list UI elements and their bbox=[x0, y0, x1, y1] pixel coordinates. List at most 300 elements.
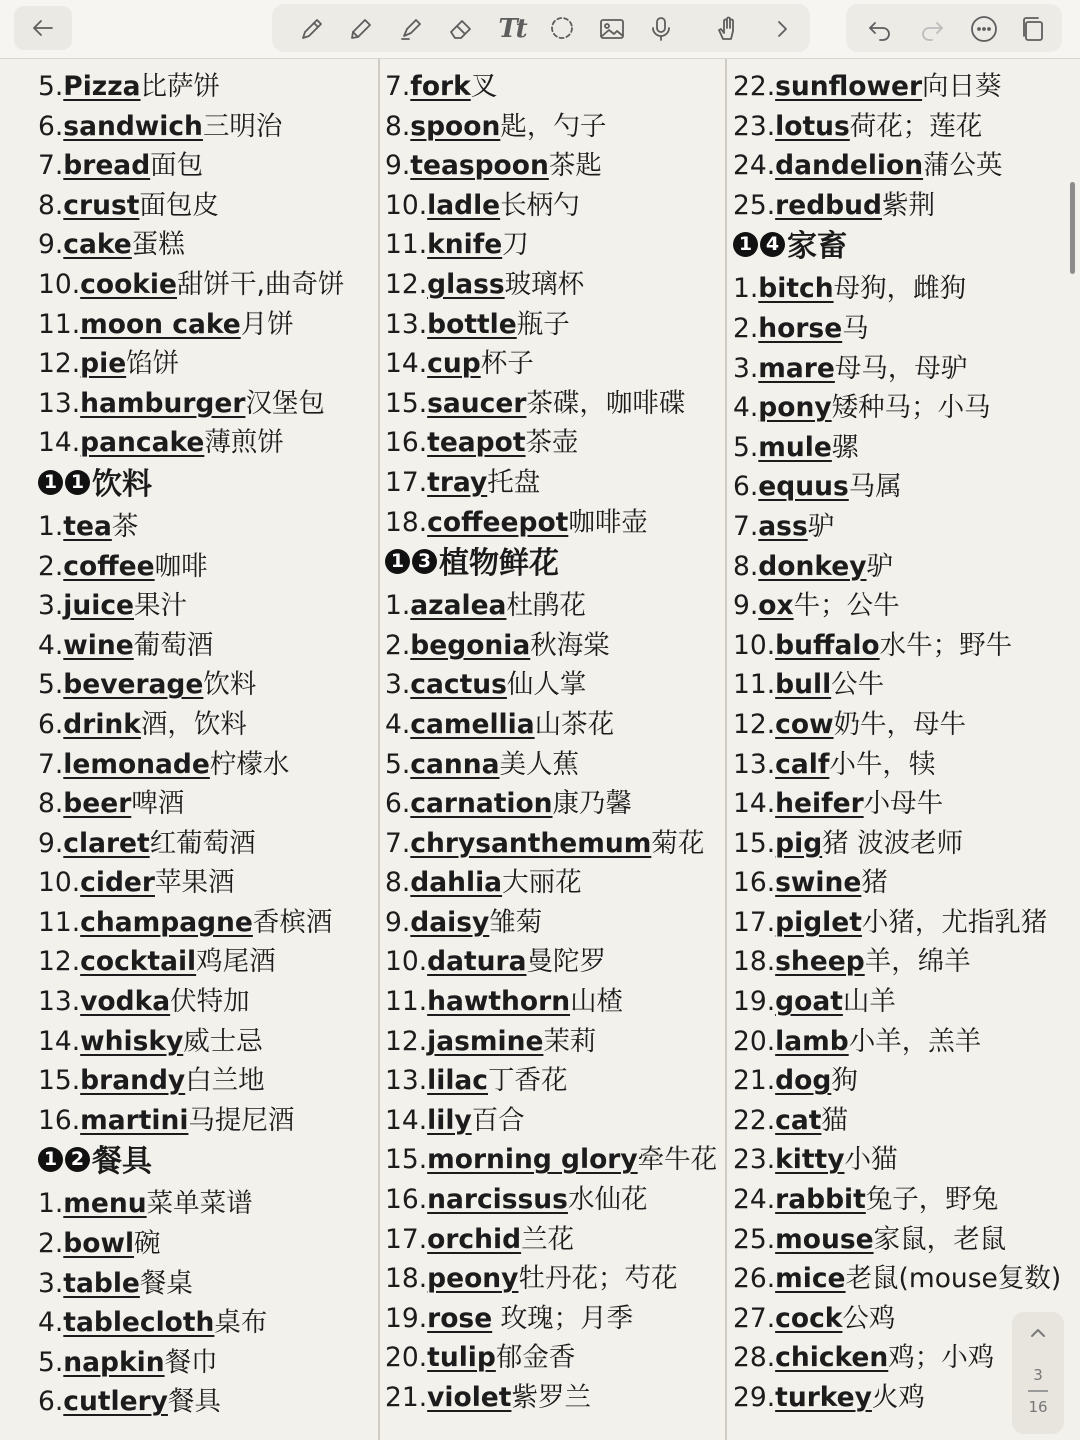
english-word: tulip bbox=[427, 1342, 496, 1374]
chinese-meaning: 饮料 bbox=[203, 669, 257, 701]
chinese-meaning: 碗 bbox=[134, 1228, 161, 1260]
vocab-item bbox=[385, 1101, 717, 1141]
english-word: cat bbox=[775, 1104, 822, 1136]
english-word: crust bbox=[63, 189, 140, 221]
microphone-button[interactable] bbox=[641, 9, 681, 49]
chinese-meaning: 猪 bbox=[861, 867, 888, 899]
item-number: 22. bbox=[733, 1104, 776, 1136]
pages-button[interactable] bbox=[1013, 9, 1053, 49]
item-number: 2. bbox=[38, 1228, 64, 1260]
lasso-tool-button[interactable] bbox=[542, 9, 582, 49]
redo-icon bbox=[917, 14, 947, 44]
english-word: hawthorn bbox=[427, 986, 571, 1018]
item-number: 1. bbox=[38, 510, 64, 542]
back-button[interactable] bbox=[14, 6, 72, 50]
vocab-item bbox=[385, 626, 717, 666]
vocab-item bbox=[733, 1140, 1061, 1180]
vocab-item bbox=[38, 265, 344, 305]
english-word: cookie bbox=[80, 268, 177, 300]
english-word: jasmine bbox=[427, 1025, 544, 1057]
chinese-meaning: 瓶子 bbox=[516, 308, 570, 340]
vocab-item bbox=[733, 745, 1061, 785]
current-page-number: 3 bbox=[1033, 1366, 1043, 1384]
english-word: cocktail bbox=[80, 946, 197, 978]
chinese-meaning: 秋海棠 bbox=[530, 629, 610, 661]
chinese-meaning: 兰花 bbox=[521, 1223, 575, 1255]
chinese-meaning: 小猫 bbox=[844, 1144, 898, 1176]
chinese-meaning: 驴 bbox=[807, 510, 835, 542]
item-number: 5. bbox=[38, 669, 64, 701]
chinese-meaning: 薄煎饼 bbox=[204, 427, 284, 459]
chinese-meaning: 叉 bbox=[470, 71, 498, 102]
english-word: mouse bbox=[775, 1223, 874, 1255]
vocab-item bbox=[38, 67, 344, 107]
chinese-meaning: 山茶花 bbox=[534, 708, 615, 740]
chinese-meaning: 矮种马；小马 bbox=[831, 392, 991, 424]
vocab-item bbox=[385, 745, 717, 785]
vocab-item bbox=[385, 1299, 717, 1339]
item-number: 14. bbox=[38, 1025, 81, 1057]
english-word: narcissus bbox=[427, 1184, 568, 1216]
item-number: 9. bbox=[38, 827, 64, 859]
section-number-badge: 1 bbox=[38, 470, 63, 495]
item-number: 18. bbox=[733, 946, 776, 978]
redo-button[interactable] bbox=[912, 9, 952, 49]
chinese-meaning: 向日葵 bbox=[922, 71, 1002, 102]
english-word: horse bbox=[758, 312, 843, 344]
item-number: 1. bbox=[38, 1188, 64, 1220]
chinese-meaning: 餐巾 bbox=[164, 1346, 218, 1378]
chinese-meaning: 蒲公英 bbox=[923, 150, 1003, 182]
item-number: 11. bbox=[733, 669, 776, 701]
english-word: heifer bbox=[775, 788, 864, 820]
section-title: 餐具 bbox=[92, 1144, 152, 1180]
english-word: rose bbox=[427, 1302, 493, 1334]
item-number: 12. bbox=[733, 708, 776, 740]
item-number: 9. bbox=[385, 150, 411, 182]
chinese-meaning: 猪 波波老师 bbox=[822, 827, 964, 859]
english-word: turkey bbox=[775, 1382, 872, 1413]
vocab-item bbox=[385, 1180, 717, 1220]
vocab-item bbox=[385, 1022, 717, 1062]
vocab-item bbox=[38, 547, 344, 587]
english-word: lamb bbox=[775, 1025, 849, 1057]
vocab-item bbox=[733, 665, 1061, 705]
vocab-item bbox=[733, 982, 1061, 1022]
chinese-meaning: 白兰地 bbox=[185, 1065, 265, 1097]
english-word: teapot bbox=[427, 427, 526, 459]
vocab-item bbox=[38, 745, 344, 785]
image-tool-button[interactable] bbox=[592, 9, 632, 49]
chinese-meaning: 狗 bbox=[831, 1065, 858, 1097]
vocab-item bbox=[38, 1382, 344, 1422]
vocab-item bbox=[38, 942, 344, 982]
section-heading bbox=[385, 542, 717, 586]
vocab-item bbox=[38, 344, 344, 384]
item-number: 7. bbox=[38, 150, 64, 182]
english-word: violet bbox=[427, 1382, 512, 1413]
chinese-meaning: 公牛 bbox=[831, 669, 885, 701]
english-word: pie bbox=[80, 348, 127, 380]
vocab-item bbox=[385, 1140, 717, 1180]
text-tool-icon: Tt bbox=[498, 14, 526, 44]
page-up-button[interactable] bbox=[1012, 1322, 1064, 1352]
vocab-item bbox=[733, 586, 1061, 626]
english-word: piglet bbox=[775, 906, 862, 938]
vocab-item bbox=[733, 863, 1061, 903]
image-icon bbox=[597, 14, 627, 44]
english-word: ladle bbox=[427, 189, 501, 221]
item-number: 15. bbox=[733, 827, 776, 859]
chinese-meaning: 公鸡 bbox=[842, 1302, 896, 1334]
english-word: tea bbox=[63, 510, 112, 542]
item-number: 10. bbox=[733, 629, 776, 661]
english-word: menu bbox=[63, 1188, 147, 1220]
item-number: 16. bbox=[733, 867, 776, 899]
chinese-meaning: 面包皮 bbox=[139, 189, 219, 221]
english-word: camellia bbox=[410, 708, 535, 740]
item-number: 19. bbox=[385, 1302, 428, 1334]
item-number: 21. bbox=[733, 1065, 776, 1097]
vocab-item bbox=[733, 903, 1061, 943]
chinese-meaning: 康乃馨 bbox=[552, 788, 633, 820]
vocab-item bbox=[38, 1343, 344, 1383]
more-button[interactable] bbox=[964, 9, 1004, 49]
item-number: 6. bbox=[38, 708, 64, 740]
item-number: 3. bbox=[385, 669, 411, 701]
vocab-item bbox=[385, 784, 717, 824]
toolbar bbox=[0, 0, 1080, 59]
chinese-meaning: 羊，绵羊 bbox=[864, 946, 971, 978]
vocab-item bbox=[733, 784, 1061, 824]
vocab-item bbox=[733, 428, 1061, 468]
chinese-meaning: 紫荆 bbox=[881, 189, 935, 221]
item-number: 23. bbox=[733, 1144, 776, 1176]
chevron-right-icon bbox=[767, 14, 797, 44]
chinese-meaning: 大丽花 bbox=[502, 867, 582, 899]
english-word: buffalo bbox=[775, 629, 880, 661]
english-word: dahlia bbox=[410, 867, 503, 899]
chinese-meaning: 香槟酒 bbox=[252, 906, 333, 938]
english-word: mule bbox=[758, 431, 832, 463]
chinese-meaning: 长柄勺 bbox=[500, 189, 580, 221]
chinese-meaning: 月饼 bbox=[240, 308, 294, 340]
vocab-item bbox=[38, 107, 344, 147]
item-number: 16. bbox=[38, 1104, 81, 1136]
english-word: pig bbox=[775, 827, 823, 859]
vocab-item bbox=[38, 305, 344, 345]
english-word: bitch bbox=[758, 273, 834, 305]
english-word: brandy bbox=[80, 1065, 186, 1097]
vocab-item bbox=[385, 225, 717, 265]
chinese-meaning: 苹果酒 bbox=[154, 867, 235, 899]
english-word: tray bbox=[427, 466, 488, 498]
vocab-item bbox=[38, 705, 344, 745]
scrollbar[interactable] bbox=[1070, 182, 1075, 274]
vocab-item bbox=[733, 626, 1061, 666]
vocab-item bbox=[38, 1101, 344, 1141]
item-number: 4. bbox=[385, 708, 411, 740]
item-number: 2. bbox=[733, 312, 759, 344]
english-word: pancake bbox=[80, 427, 205, 459]
text-tool-button[interactable] bbox=[492, 9, 532, 49]
item-number: 16. bbox=[385, 427, 428, 459]
vocab-column-3 bbox=[733, 67, 1061, 1418]
pen-tool-button[interactable] bbox=[292, 9, 332, 49]
hand-gesture-button[interactable] bbox=[708, 9, 748, 49]
english-word: lilac bbox=[427, 1065, 488, 1097]
chinese-meaning: 郁金香 bbox=[495, 1342, 576, 1374]
vocab-item bbox=[385, 1061, 717, 1101]
english-word: donkey bbox=[758, 550, 867, 582]
item-number: 1. bbox=[733, 273, 759, 305]
english-word: hamburger bbox=[80, 387, 246, 419]
chinese-meaning: 仙人掌 bbox=[506, 669, 587, 701]
chinese-meaning: 比萨饼 bbox=[140, 71, 221, 102]
undo-button[interactable] bbox=[860, 9, 900, 49]
english-word: pony bbox=[758, 392, 832, 424]
vocab-item bbox=[733, 1022, 1061, 1062]
chinese-meaning: 百合 bbox=[471, 1104, 525, 1136]
pencil-tool-button[interactable] bbox=[341, 9, 381, 49]
english-word: peony bbox=[427, 1263, 519, 1295]
eraser-tool-button[interactable] bbox=[441, 9, 481, 49]
vocab-item bbox=[733, 388, 1061, 428]
item-number: 6. bbox=[38, 1386, 64, 1418]
vocab-item bbox=[38, 1224, 344, 1264]
chinese-meaning: 馅饼 bbox=[126, 348, 180, 380]
english-word: canna bbox=[410, 748, 500, 780]
vocab-item bbox=[733, 1061, 1061, 1101]
item-number: 4. bbox=[38, 629, 64, 661]
section-title: 饮料 bbox=[92, 466, 152, 502]
english-word: calf bbox=[775, 748, 830, 780]
chinese-meaning: 牡丹花；芍花 bbox=[518, 1263, 678, 1295]
vocab-item bbox=[733, 186, 1061, 226]
section-heading bbox=[38, 1140, 344, 1184]
chinese-meaning: 马提尼酒 bbox=[188, 1104, 295, 1136]
english-word: swine bbox=[775, 867, 862, 899]
english-word: begonia bbox=[410, 629, 531, 661]
item-number: 27. bbox=[733, 1302, 776, 1334]
english-word: coffee bbox=[63, 550, 155, 582]
vocab-item bbox=[733, 349, 1061, 389]
chinese-meaning: 马属 bbox=[848, 471, 902, 503]
item-number: 4. bbox=[733, 392, 759, 424]
item-number: 8. bbox=[38, 189, 64, 221]
item-number: 5. bbox=[38, 71, 64, 102]
section-number-badge: 1 bbox=[65, 470, 90, 495]
item-number: 14. bbox=[385, 348, 428, 380]
english-word: dandelion bbox=[775, 150, 924, 182]
english-word: sheep bbox=[775, 946, 865, 978]
item-number: 11. bbox=[385, 986, 428, 1018]
item-number: 10. bbox=[385, 189, 428, 221]
item-number: 9. bbox=[38, 229, 64, 261]
chinese-meaning: 雏菊 bbox=[489, 906, 543, 938]
item-number: 10. bbox=[385, 946, 428, 978]
item-number: 12. bbox=[38, 348, 81, 380]
section-number-badge: 1 bbox=[38, 1147, 63, 1172]
chinese-meaning: 曼陀罗 bbox=[526, 946, 606, 978]
chinese-meaning: 老鼠(mouse复数) bbox=[845, 1263, 1062, 1295]
item-number: 5. bbox=[38, 1346, 64, 1378]
vocab-item bbox=[38, 1022, 344, 1062]
vocab-item bbox=[385, 423, 717, 463]
english-word: bread bbox=[63, 150, 151, 182]
english-word: spoon bbox=[410, 110, 501, 142]
english-word: teaspoon bbox=[410, 150, 549, 182]
item-number: 6. bbox=[38, 110, 64, 142]
chinese-meaning: 山楂 bbox=[570, 986, 624, 1018]
highlighter-icon bbox=[396, 14, 426, 44]
item-number: 17. bbox=[733, 906, 776, 938]
vocab-item bbox=[38, 626, 344, 666]
chinese-meaning: 蛋糕 bbox=[131, 229, 185, 261]
chinese-meaning: 马 bbox=[842, 312, 869, 344]
chinese-meaning: 餐具 bbox=[167, 1386, 221, 1418]
section-number-badge: 1 bbox=[733, 232, 758, 257]
chinese-meaning: 面包 bbox=[150, 150, 204, 182]
chinese-meaning: 茶碟，咖啡碟 bbox=[526, 387, 686, 419]
item-number: 9. bbox=[385, 906, 411, 938]
chinese-meaning: 小牛，犊 bbox=[829, 748, 936, 780]
item-number: 17. bbox=[385, 1223, 428, 1255]
chinese-meaning: 紫罗兰 bbox=[511, 1382, 591, 1413]
section-heading bbox=[733, 225, 1061, 269]
item-number: 15. bbox=[385, 1144, 428, 1176]
english-word: champagne bbox=[80, 906, 253, 938]
chinese-meaning: 啤酒 bbox=[131, 788, 185, 820]
vocab-item bbox=[733, 705, 1061, 745]
chinese-meaning: 鸡；小鸡 bbox=[888, 1342, 995, 1374]
item-number: 26. bbox=[733, 1263, 776, 1295]
eraser-icon bbox=[446, 14, 476, 44]
chinese-meaning: 杜鹃花 bbox=[506, 590, 586, 622]
item-number: 4. bbox=[38, 1307, 64, 1339]
english-word: wine bbox=[63, 629, 134, 661]
item-number: 20. bbox=[385, 1342, 428, 1374]
chinese-meaning: 柠檬水 bbox=[209, 748, 290, 780]
chinese-meaning: 驴 bbox=[866, 550, 893, 582]
chinese-meaning: 母狗，雌狗 bbox=[833, 273, 967, 305]
vocab-item bbox=[38, 903, 344, 943]
english-word: lotus bbox=[775, 110, 850, 142]
item-number: 7. bbox=[38, 748, 64, 780]
item-number: 14. bbox=[385, 1104, 428, 1136]
item-number: 15. bbox=[38, 1065, 81, 1097]
english-word: goat bbox=[775, 986, 843, 1018]
vocab-item bbox=[38, 225, 344, 265]
english-word: equus bbox=[758, 471, 849, 503]
vocab-item bbox=[38, 982, 344, 1022]
chinese-meaning: 猫 bbox=[821, 1104, 848, 1136]
section-title: 植物鲜花 bbox=[439, 546, 559, 582]
vocab-item bbox=[385, 586, 717, 626]
section-title: 家畜 bbox=[787, 229, 847, 265]
chinese-meaning: 兔子，野兔 bbox=[865, 1184, 999, 1216]
english-word: napkin bbox=[63, 1346, 165, 1378]
item-number: 2. bbox=[38, 550, 64, 582]
vocab-item bbox=[385, 1378, 717, 1418]
highlighter-tool-button[interactable] bbox=[391, 9, 431, 49]
column-divider bbox=[378, 59, 380, 1440]
item-number: 13. bbox=[733, 748, 776, 780]
english-word: bull bbox=[775, 669, 832, 701]
english-word: coffeepot bbox=[427, 506, 569, 538]
item-number: 8. bbox=[733, 550, 759, 582]
english-word: morning glory bbox=[427, 1144, 638, 1176]
hand-gesture-icon bbox=[713, 14, 743, 44]
english-word: chrysanthemum bbox=[410, 827, 652, 859]
item-number: 24. bbox=[733, 150, 776, 182]
vocab-item bbox=[733, 467, 1061, 507]
item-number: 23. bbox=[733, 110, 776, 142]
item-number: 17. bbox=[385, 466, 428, 498]
pencil-icon bbox=[346, 14, 376, 44]
pages-icon bbox=[1018, 14, 1048, 44]
chinese-meaning: 丁香花 bbox=[488, 1065, 568, 1097]
section-heading bbox=[38, 463, 344, 507]
item-number: 13. bbox=[38, 387, 81, 419]
vocab-item bbox=[385, 186, 717, 226]
item-number: 12. bbox=[385, 268, 428, 300]
vocab-item bbox=[38, 1184, 344, 1224]
vocab-item bbox=[733, 107, 1061, 147]
chinese-meaning: 咖啡 bbox=[154, 550, 208, 582]
vocab-item bbox=[38, 665, 344, 705]
chinese-meaning: 小羊，羔羊 bbox=[848, 1025, 982, 1057]
vocab-item bbox=[385, 265, 717, 305]
english-word: vodka bbox=[80, 986, 171, 1018]
vocab-item bbox=[38, 507, 344, 547]
english-word: cup bbox=[427, 348, 481, 380]
english-word: beverage bbox=[63, 669, 204, 701]
vocab-item bbox=[385, 344, 717, 384]
vocab-item bbox=[38, 146, 344, 186]
item-number: 12. bbox=[38, 946, 81, 978]
english-word: dog bbox=[775, 1065, 832, 1097]
chinese-meaning: 火鸡 bbox=[871, 1382, 925, 1413]
vocab-column-1 bbox=[38, 67, 344, 1422]
chinese-meaning: 奶牛，母牛 bbox=[833, 708, 967, 740]
item-number: 3. bbox=[38, 590, 64, 622]
item-number: 25. bbox=[733, 1223, 776, 1255]
chinese-meaning: 玻璃杯 bbox=[504, 268, 585, 300]
vocab-item bbox=[733, 942, 1061, 982]
english-word: martini bbox=[80, 1104, 189, 1136]
section-number-badge: 3 bbox=[412, 549, 437, 574]
more-tools-button[interactable] bbox=[762, 9, 802, 49]
chinese-meaning: 茶壶 bbox=[525, 427, 579, 459]
chinese-meaning: 酒，饮料 bbox=[140, 708, 247, 740]
chinese-meaning: 三明治 bbox=[202, 110, 283, 142]
chinese-meaning: 汉堡包 bbox=[245, 387, 325, 419]
chinese-meaning: 茶 bbox=[111, 510, 139, 542]
lasso-icon bbox=[547, 14, 577, 44]
chinese-meaning: 餐桌 bbox=[139, 1267, 193, 1299]
english-word: azalea bbox=[410, 590, 507, 622]
vocab-item bbox=[38, 784, 344, 824]
vocab-item bbox=[38, 586, 344, 626]
item-number: 22. bbox=[733, 71, 776, 102]
item-number: 10. bbox=[38, 268, 81, 300]
undo-icon bbox=[865, 14, 895, 44]
page-indicator[interactable] bbox=[1012, 1312, 1064, 1434]
english-word: cider bbox=[80, 867, 155, 899]
english-word: redbud bbox=[775, 189, 882, 221]
english-word: mare bbox=[758, 352, 835, 384]
